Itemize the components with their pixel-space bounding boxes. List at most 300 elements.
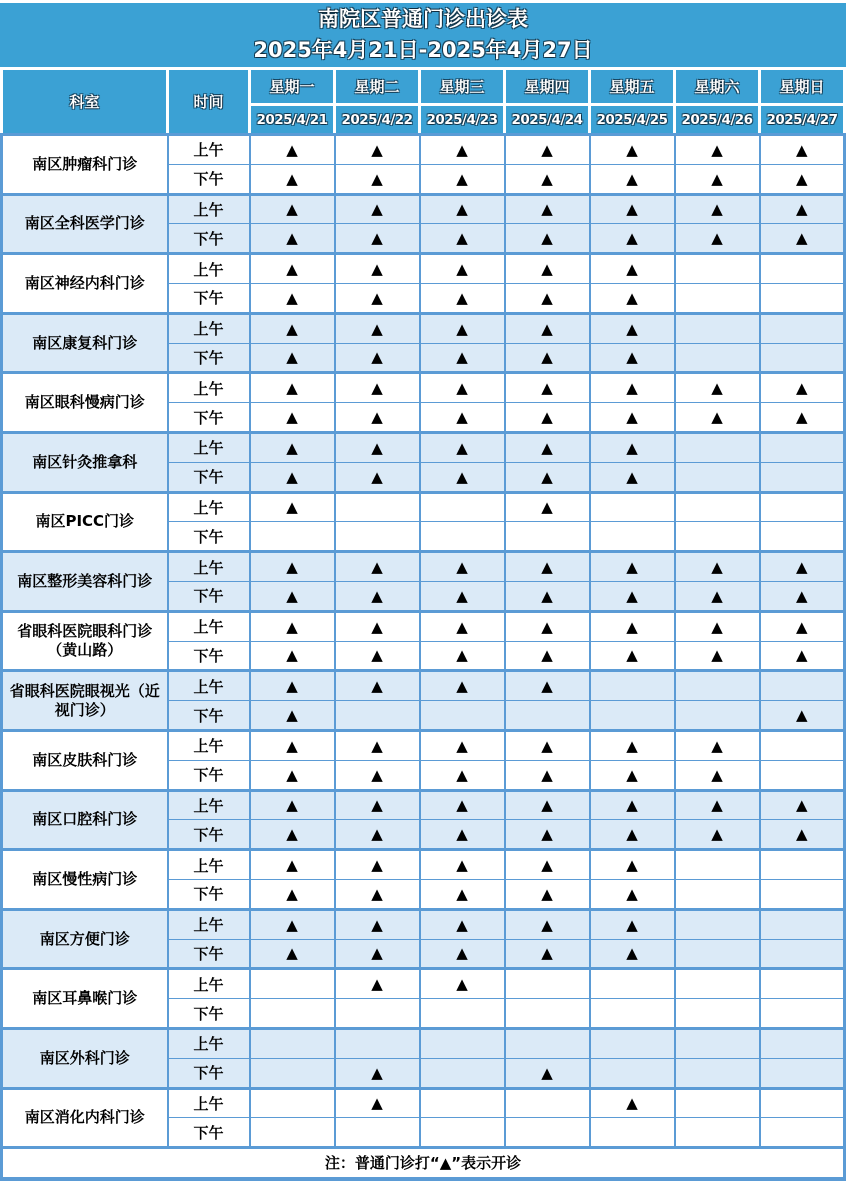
schedule-cell — [760, 164, 845, 194]
schedule-cell — [590, 403, 675, 433]
schedule-cell — [675, 164, 760, 194]
open-triangle-icon: ▲ — [795, 200, 808, 219]
open-triangle-icon: ▲ — [541, 200, 553, 219]
open-triangle-icon: ▲ — [626, 646, 638, 665]
schedule-cell — [505, 135, 590, 165]
open-triangle-icon: ▲ — [286, 915, 298, 934]
open-triangle-icon: ▲ — [626, 796, 638, 815]
schedule-cell — [675, 373, 760, 403]
open-triangle-icon: ▲ — [286, 884, 298, 903]
schedule-cell — [420, 641, 505, 671]
time-cell: 上午 — [168, 909, 250, 939]
time-cell: 上午 — [168, 1088, 250, 1118]
open-triangle-icon: ▲ — [626, 288, 638, 307]
schedule-cell — [335, 283, 420, 313]
open-triangle-icon: ▲ — [626, 229, 638, 248]
schedule-cell — [590, 254, 675, 284]
department-row-am — [2, 909, 845, 939]
schedule-cell — [335, 820, 420, 850]
schedule-cell — [760, 224, 845, 254]
schedule-cell — [675, 522, 760, 552]
schedule-cell — [760, 939, 845, 969]
open-triangle-icon: ▲ — [711, 736, 723, 755]
schedule-cell — [335, 730, 420, 760]
schedule-cell — [590, 1058, 675, 1088]
schedule-cell — [420, 879, 505, 909]
open-triangle-icon: ▲ — [541, 915, 553, 934]
open-triangle-icon: ▲ — [541, 319, 553, 338]
department-row-am — [2, 194, 845, 224]
open-triangle-icon: ▲ — [456, 558, 468, 577]
schedule-cell — [760, 313, 845, 343]
schedule-cell — [420, 254, 505, 284]
schedule-cell — [335, 790, 420, 820]
schedule-cell — [250, 671, 335, 701]
time-cell: 下午 — [168, 760, 250, 790]
schedule-cell — [250, 432, 335, 462]
schedule-cell — [420, 701, 505, 731]
schedule-cell — [505, 581, 590, 611]
department-row-am — [2, 611, 845, 641]
schedule-cell — [335, 760, 420, 790]
open-triangle-icon: ▲ — [371, 260, 383, 279]
open-triangle-icon: ▲ — [541, 260, 553, 279]
schedule-cell — [675, 909, 760, 939]
open-triangle-icon: ▲ — [371, 1094, 383, 1113]
department-row-am — [2, 373, 845, 403]
schedule-cell — [760, 820, 845, 850]
department-row-am — [2, 254, 845, 284]
schedule-cell — [675, 194, 760, 224]
schedule-cell — [505, 701, 590, 731]
time-cell: 上午 — [168, 194, 250, 224]
open-triangle-icon: ▲ — [456, 379, 468, 398]
open-triangle-icon: ▲ — [541, 379, 553, 398]
schedule-cell — [250, 313, 335, 343]
open-triangle-icon: ▲ — [541, 944, 553, 963]
open-triangle-icon: ▲ — [371, 467, 383, 486]
schedule-cell — [250, 1088, 335, 1118]
open-triangle-icon: ▲ — [626, 408, 638, 427]
schedule-cell — [250, 1058, 335, 1088]
department-row-am — [2, 1088, 845, 1118]
open-triangle-icon: ▲ — [286, 736, 298, 755]
weekday-header: 星期六 — [675, 69, 760, 105]
open-triangle-icon: ▲ — [711, 586, 723, 605]
schedule-cell — [675, 671, 760, 701]
schedule-cell — [420, 730, 505, 760]
open-triangle-icon: ▲ — [711, 558, 723, 577]
open-triangle-icon: ▲ — [541, 884, 553, 903]
open-triangle-icon: ▲ — [456, 260, 468, 279]
schedule-cell — [675, 462, 760, 492]
schedule-cell — [760, 343, 845, 373]
schedule-cell — [335, 1088, 420, 1118]
open-triangle-icon: ▲ — [795, 379, 808, 398]
weekday-header: 星期一 — [250, 69, 335, 105]
department-name-cell: 南区针灸推拿科 — [2, 432, 168, 492]
schedule-cell — [760, 1028, 845, 1058]
date-header: 2025/4/21 — [250, 105, 335, 135]
schedule-cell — [590, 343, 675, 373]
time-cell: 下午 — [168, 939, 250, 969]
open-triangle-icon: ▲ — [711, 408, 723, 427]
schedule-cell — [675, 939, 760, 969]
schedule-cell — [760, 790, 845, 820]
schedule-cell — [335, 701, 420, 731]
schedule-cell — [760, 403, 845, 433]
time-cell: 下午 — [168, 522, 250, 552]
time-cell: 上午 — [168, 373, 250, 403]
open-triangle-icon: ▲ — [711, 765, 723, 784]
time-cell: 上午 — [168, 313, 250, 343]
department-row-am — [2, 313, 845, 343]
open-triangle-icon: ▲ — [286, 260, 298, 279]
schedule-cell — [590, 909, 675, 939]
open-triangle-icon: ▲ — [286, 765, 298, 784]
open-triangle-icon: ▲ — [371, 796, 383, 815]
open-triangle-icon: ▲ — [456, 617, 468, 636]
schedule-cell — [420, 1118, 505, 1148]
schedule-cell — [335, 224, 420, 254]
schedule-cell — [420, 969, 505, 999]
date-header: 2025/4/26 — [675, 105, 760, 135]
open-triangle-icon: ▲ — [371, 825, 383, 844]
department-name-cell: 南区整形美容科门诊 — [2, 552, 168, 612]
department-row-am — [2, 671, 845, 701]
schedule-cell — [505, 879, 590, 909]
open-triangle-icon: ▲ — [456, 856, 468, 875]
schedule-cell — [760, 1058, 845, 1088]
schedule-cell — [590, 969, 675, 999]
schedule-cell — [505, 820, 590, 850]
open-triangle-icon: ▲ — [541, 558, 553, 577]
date-header: 2025/4/27 — [760, 105, 845, 135]
schedule-cell — [250, 820, 335, 850]
schedule-cell — [675, 581, 760, 611]
schedule-cell — [675, 283, 760, 313]
schedule-cell — [590, 432, 675, 462]
department-name-cell: 南区皮肤科门诊 — [2, 730, 168, 790]
open-triangle-icon: ▲ — [371, 677, 383, 696]
open-triangle-icon: ▲ — [626, 944, 638, 963]
schedule-cell — [505, 1118, 590, 1148]
schedule-cell — [590, 850, 675, 880]
open-triangle-icon: ▲ — [286, 467, 298, 486]
time-cell: 下午 — [168, 879, 250, 909]
time-cell: 下午 — [168, 820, 250, 850]
schedule-cell — [420, 611, 505, 641]
department-row-am — [2, 135, 845, 165]
schedule-cell — [420, 999, 505, 1029]
open-triangle-icon: ▲ — [795, 558, 808, 577]
open-triangle-icon: ▲ — [371, 944, 383, 963]
open-triangle-icon: ▲ — [541, 498, 553, 517]
schedule-cell — [590, 313, 675, 343]
open-triangle-icon: ▲ — [371, 884, 383, 903]
date-header: 2025/4/23 — [420, 105, 505, 135]
open-triangle-icon: ▲ — [711, 140, 723, 159]
schedule-cell — [335, 1028, 420, 1058]
schedule-cell — [335, 939, 420, 969]
schedule-cell — [250, 1028, 335, 1058]
schedule-cell — [505, 194, 590, 224]
open-triangle-icon: ▲ — [795, 796, 808, 815]
open-triangle-icon: ▲ — [371, 200, 383, 219]
schedule-cell — [675, 492, 760, 522]
open-triangle-icon: ▲ — [371, 736, 383, 755]
open-triangle-icon: ▲ — [541, 677, 553, 696]
open-triangle-icon: ▲ — [371, 140, 383, 159]
open-triangle-icon: ▲ — [456, 467, 468, 486]
open-triangle-icon: ▲ — [371, 586, 383, 605]
open-triangle-icon: ▲ — [456, 765, 468, 784]
open-triangle-icon: ▲ — [626, 348, 638, 367]
department-name-cell: 南区康复科门诊 — [2, 313, 168, 373]
open-triangle-icon: ▲ — [541, 796, 553, 815]
schedule-cell — [675, 432, 760, 462]
open-triangle-icon: ▲ — [371, 169, 383, 188]
time-cell: 上午 — [168, 1028, 250, 1058]
schedule-cell — [250, 164, 335, 194]
schedule-cell — [760, 581, 845, 611]
open-triangle-icon: ▲ — [626, 379, 638, 398]
open-triangle-icon: ▲ — [795, 140, 808, 159]
time-cell: 上午 — [168, 969, 250, 999]
schedule-cell — [250, 254, 335, 284]
department-name-cell: 南区肿瘤科门诊 — [2, 135, 168, 195]
schedule-cell — [505, 760, 590, 790]
schedule-table — [0, 67, 846, 1181]
department-name-cell: 南区消化内科门诊 — [2, 1088, 168, 1148]
open-triangle-icon: ▲ — [541, 617, 553, 636]
title-line-1: 南院区普通门诊出诊表 — [318, 7, 528, 31]
schedule-cell — [505, 313, 590, 343]
open-triangle-icon: ▲ — [626, 856, 638, 875]
schedule-cell — [505, 432, 590, 462]
open-triangle-icon: ▲ — [711, 169, 723, 188]
schedule-cell — [675, 820, 760, 850]
open-triangle-icon: ▲ — [456, 915, 468, 934]
schedule-cell — [335, 909, 420, 939]
schedule-cell — [760, 879, 845, 909]
schedule-cell — [250, 373, 335, 403]
department-name-cell: 省眼科医院眼科门诊（黄山路） — [2, 611, 168, 671]
schedule-cell — [590, 1028, 675, 1058]
open-triangle-icon: ▲ — [286, 677, 298, 696]
footer-note: 注：普通门诊打“▲”表示开诊 — [2, 1148, 845, 1179]
weekday-header: 星期日 — [760, 69, 845, 105]
schedule-cell — [590, 224, 675, 254]
schedule-cell — [590, 641, 675, 671]
schedule-cell — [760, 611, 845, 641]
schedule-cell — [760, 850, 845, 880]
open-triangle-icon: ▲ — [795, 617, 808, 636]
schedule-cell — [590, 790, 675, 820]
schedule-cell — [675, 879, 760, 909]
open-triangle-icon: ▲ — [456, 319, 468, 338]
schedule-cell — [590, 760, 675, 790]
open-triangle-icon: ▲ — [626, 169, 638, 188]
schedule-cell — [335, 671, 420, 701]
open-triangle-icon: ▲ — [456, 169, 468, 188]
schedule-cell — [420, 552, 505, 582]
open-triangle-icon: ▲ — [286, 706, 298, 725]
schedule-cell — [760, 283, 845, 313]
open-triangle-icon: ▲ — [541, 288, 553, 307]
open-triangle-icon: ▲ — [541, 408, 553, 427]
schedule-cell — [505, 909, 590, 939]
schedule-cell — [250, 462, 335, 492]
open-triangle-icon: ▲ — [371, 379, 383, 398]
time-cell: 上午 — [168, 790, 250, 820]
schedule-cell — [760, 492, 845, 522]
time-cell: 上午 — [168, 492, 250, 522]
open-triangle-icon: ▲ — [456, 677, 468, 696]
schedule-cell — [760, 1118, 845, 1148]
schedule-cell — [250, 135, 335, 165]
open-triangle-icon: ▲ — [286, 586, 298, 605]
open-triangle-icon: ▲ — [626, 319, 638, 338]
schedule-cell — [590, 462, 675, 492]
open-triangle-icon: ▲ — [456, 646, 468, 665]
schedule-cell — [675, 641, 760, 671]
schedule-cell — [760, 909, 845, 939]
open-triangle-icon: ▲ — [371, 915, 383, 934]
open-triangle-icon: ▲ — [456, 200, 468, 219]
department-name-cell: 南区方便门诊 — [2, 909, 168, 969]
schedule-cell — [760, 522, 845, 552]
schedule-cell — [335, 850, 420, 880]
open-triangle-icon: ▲ — [456, 408, 468, 427]
schedule-cell — [590, 581, 675, 611]
open-triangle-icon: ▲ — [286, 825, 298, 844]
weekday-header: 星期二 — [335, 69, 420, 105]
schedule-cell — [420, 343, 505, 373]
schedule-cell — [505, 790, 590, 820]
schedule-cell — [420, 403, 505, 433]
time-cell: 上午 — [168, 254, 250, 284]
open-triangle-icon: ▲ — [286, 169, 298, 188]
schedule-cell — [420, 373, 505, 403]
schedule-cell — [675, 760, 760, 790]
department-name-cell: 南区神经内科门诊 — [2, 254, 168, 314]
schedule-cell — [505, 939, 590, 969]
open-triangle-icon: ▲ — [371, 617, 383, 636]
note-row — [2, 1148, 845, 1179]
time-cell: 下午 — [168, 581, 250, 611]
schedule-cell — [675, 1028, 760, 1058]
open-triangle-icon: ▲ — [795, 706, 808, 725]
schedule-cell — [250, 999, 335, 1029]
open-triangle-icon: ▲ — [626, 467, 638, 486]
schedule-cell — [335, 969, 420, 999]
schedule-cell — [505, 611, 590, 641]
department-name-cell: 南区眼科慢病门诊 — [2, 373, 168, 433]
schedule-cell — [505, 552, 590, 582]
department-name-cell: 南区外科门诊 — [2, 1028, 168, 1088]
schedule-cell — [420, 909, 505, 939]
schedule-cell — [250, 641, 335, 671]
open-triangle-icon: ▲ — [371, 438, 383, 457]
open-triangle-icon: ▲ — [626, 915, 638, 934]
open-triangle-icon: ▲ — [711, 617, 723, 636]
schedule-cell — [250, 730, 335, 760]
schedule-cell — [675, 552, 760, 582]
schedule-cell — [675, 403, 760, 433]
schedule-cell — [335, 522, 420, 552]
schedule-cell — [250, 790, 335, 820]
schedule-cell — [335, 313, 420, 343]
schedule-cell — [505, 1088, 590, 1118]
open-triangle-icon: ▲ — [711, 379, 723, 398]
schedule-cell — [250, 581, 335, 611]
department-name-cell: 南区耳鼻喉门诊 — [2, 969, 168, 1029]
schedule-cell — [250, 701, 335, 731]
open-triangle-icon: ▲ — [626, 617, 638, 636]
department-row-am — [2, 432, 845, 462]
open-triangle-icon: ▲ — [371, 288, 383, 307]
schedule-cell — [420, 671, 505, 701]
schedule-cell — [505, 283, 590, 313]
schedule-cell — [420, 135, 505, 165]
schedule-cell — [420, 790, 505, 820]
schedule-cell — [760, 760, 845, 790]
schedule-cell — [420, 1088, 505, 1118]
schedule-cell — [590, 373, 675, 403]
open-triangle-icon: ▲ — [626, 260, 638, 279]
schedule-cell — [420, 194, 505, 224]
open-triangle-icon: ▲ — [626, 140, 638, 159]
schedule-cell — [590, 999, 675, 1029]
open-triangle-icon: ▲ — [541, 825, 553, 844]
schedule-cell — [675, 343, 760, 373]
schedule-cell — [675, 1058, 760, 1088]
time-cell: 下午 — [168, 1058, 250, 1088]
schedule-cell — [420, 1058, 505, 1088]
open-triangle-icon: ▲ — [541, 229, 553, 248]
schedule-cell — [590, 820, 675, 850]
schedule-cell — [420, 462, 505, 492]
open-triangle-icon: ▲ — [371, 558, 383, 577]
open-triangle-icon: ▲ — [541, 438, 553, 457]
schedule-cell — [335, 343, 420, 373]
open-triangle-icon: ▲ — [541, 1063, 553, 1082]
schedule-cell — [760, 701, 845, 731]
schedule-cell — [760, 135, 845, 165]
schedule-cell — [760, 462, 845, 492]
department-row-am — [2, 969, 845, 999]
time-cell: 上午 — [168, 552, 250, 582]
department-name-cell: 南区口腔科门诊 — [2, 790, 168, 850]
open-triangle-icon: ▲ — [456, 348, 468, 367]
schedule-cell — [335, 552, 420, 582]
schedule-cell — [675, 850, 760, 880]
open-triangle-icon: ▲ — [286, 646, 298, 665]
schedule-cell — [420, 939, 505, 969]
open-triangle-icon: ▲ — [711, 825, 723, 844]
schedule-cell — [590, 730, 675, 760]
schedule-cell — [250, 403, 335, 433]
open-triangle-icon: ▲ — [371, 646, 383, 665]
time-cell: 上午 — [168, 850, 250, 880]
open-triangle-icon: ▲ — [371, 765, 383, 784]
open-triangle-icon: ▲ — [286, 348, 298, 367]
schedule-cell — [675, 611, 760, 641]
schedule-cell — [760, 671, 845, 701]
schedule-cell — [675, 135, 760, 165]
open-triangle-icon: ▲ — [541, 765, 553, 784]
